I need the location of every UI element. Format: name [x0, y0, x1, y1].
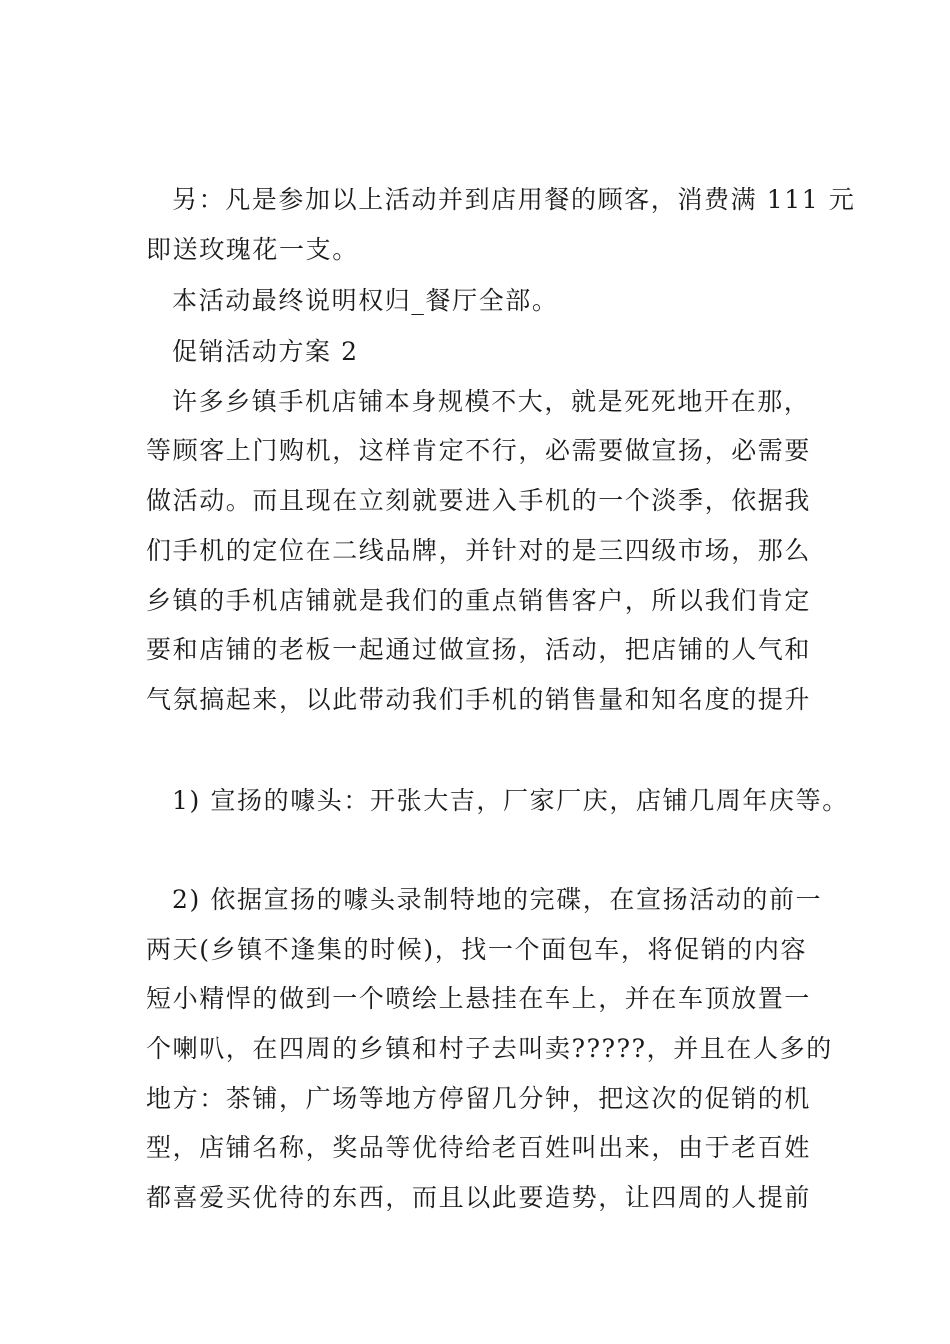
list-item-2-line-2: 两天(乡镇不逢集的时候)，找一个面包车，将促销的内容	[146, 935, 808, 964]
paragraph-1-line-2: 即送玫瑰花一支。	[146, 235, 359, 264]
paragraph-1-line-1: 另：凡是参加以上活动并到店用餐的顾客，消费满 111 元	[172, 185, 856, 214]
paragraph-4-line-1: 许多乡镇手机店铺本身规模不大，就是死死地开在那，	[172, 387, 811, 416]
list-item-2-line-5: 地方：茶铺，广场等地方停留几分钟，把这次的促销的机	[146, 1084, 812, 1113]
section-heading: 促销活动方案 2	[172, 337, 359, 366]
paragraph-4-line-5: 乡镇的手机店铺就是我们的重点销售客户，所以我们肯定	[146, 586, 812, 615]
list-item-2-line-6: 型，店铺名称，奖品等优待给老百姓叫出来，由于老百姓	[146, 1133, 812, 1162]
list-item-1: 1) 宣扬的噱头：开张大吉，厂家厂庆，店铺几周年庆等。	[172, 786, 849, 815]
list-item-2-line-7: 都喜爱买优待的东西，而且以此要造势，让四周的人提前	[146, 1183, 812, 1212]
paragraph-2-line-1: 本活动最终说明权归_餐厅全部。	[172, 286, 559, 315]
paragraph-4-line-3: 做活动。而且现在立刻就要进入手机的一个淡季，依据我	[146, 486, 812, 515]
paragraph-4-line-7: 气氛搞起来，以此带动我们手机的销售量和知名度的提升	[146, 685, 812, 714]
paragraph-4-line-6: 要和店铺的老板一起通过做宣扬，活动，把店铺的人气和	[146, 635, 812, 664]
list-item-2-line-1: 2) 依据宣扬的噱头录制特地的完碟，在宣扬活动的前一	[172, 885, 823, 914]
paragraph-4-line-4: 们手机的定位在二线品牌，并针对的是三四级市场，那么	[146, 536, 812, 565]
paragraph-4-line-2: 等顾客上门购机，这样肯定不行，必需要做宣扬，必需要	[146, 436, 812, 465]
list-item-2-line-4: 个喇叭，在四周的乡镇和村子去叫卖?????，并且在人多的	[146, 1034, 833, 1063]
list-item-2-line-3: 短小精悍的做到一个喷绘上悬挂在车上，并在车顶放置一	[146, 984, 812, 1013]
